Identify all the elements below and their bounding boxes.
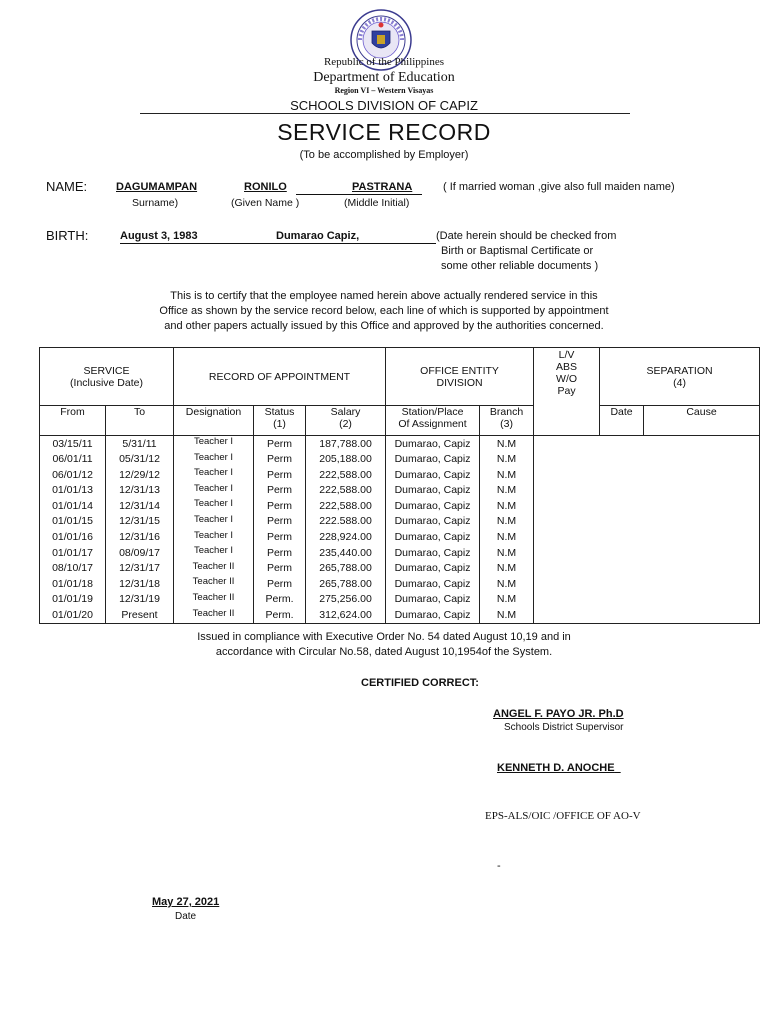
col-salary: Salary (2) — [306, 406, 386, 436]
cell-designation — [174, 483, 254, 499]
blank-separation-area — [534, 436, 760, 624]
cell-station: Dumarao, Capiz — [386, 483, 480, 499]
cell-station: Dumarao, Capiz — [386, 514, 480, 530]
col-branch: Branch (3) — [480, 406, 534, 436]
cell-designation — [174, 545, 254, 561]
designation-text: Teacher II — [192, 560, 235, 572]
col-station: Station/Place Of Assignment — [386, 406, 480, 436]
cell-salary: 312,624.00 — [306, 608, 386, 624]
cell-designation — [174, 576, 254, 592]
cell-status: Perm — [254, 436, 306, 452]
birth-note-line3: some other reliable documents ) — [441, 260, 599, 272]
signatory2-name: KENNETH D. ANOCHE — [497, 762, 615, 774]
designation-text: Teacher I — [193, 467, 234, 479]
designation-text: Teacher I — [193, 436, 234, 447]
cell-station: Dumarao, Capiz — [386, 576, 480, 592]
cell-designation — [174, 514, 254, 530]
cell-status: Perm — [254, 561, 306, 577]
given-name-caption: (Given Name ) — [231, 197, 300, 209]
surname-caption: Surname) — [132, 197, 179, 209]
cell-branch: N.M — [480, 530, 534, 546]
cell-branch: N.M — [480, 452, 534, 468]
designation-text: Teacher I — [193, 482, 234, 494]
cell-station: Dumarao, Capiz — [386, 545, 480, 561]
birth-label: BIRTH: — [46, 228, 89, 243]
signatory1-name: ANGEL F. PAYO JR. Ph.D — [493, 708, 624, 720]
cell-salary: 222,588.00 — [306, 467, 386, 483]
cell-from: 01/01/15 — [40, 514, 106, 530]
designation-text: Teacher II — [192, 591, 235, 603]
cell-station: Dumarao, Capiz — [386, 467, 480, 483]
name-label: NAME: — [46, 179, 88, 194]
cell-to: 05/31/12 — [106, 452, 174, 468]
cell-from: 01/01/18 — [40, 576, 106, 592]
page-title: SERVICE RECORD — [277, 119, 491, 145]
cell-status: Perm. — [254, 592, 306, 608]
cell-status: Perm — [254, 498, 306, 514]
cell-branch: N.M — [480, 436, 534, 452]
cell-from: 08/10/17 — [40, 561, 106, 577]
cell-branch: N.M — [480, 545, 534, 561]
cell-status: Perm — [254, 576, 306, 592]
cell-station: Dumarao, Capiz — [386, 561, 480, 577]
certified-correct-label: CERTIFIED CORRECT: — [361, 677, 479, 689]
cell-status: Perm — [254, 483, 306, 499]
cell-station: Dumarao, Capiz — [386, 530, 480, 546]
signatory1-title: Schools District Supervisor — [504, 722, 624, 733]
service-record-table — [39, 347, 760, 624]
cell-from: 03/15/11 — [40, 436, 106, 452]
division-line: SCHOOLS DIVISION OF CAPIZ — [290, 98, 478, 113]
designation-text: Teacher I — [193, 545, 234, 557]
designation-text: Teacher I — [193, 498, 234, 510]
designation-text: Teacher I — [193, 529, 234, 541]
cell-status: Perm — [254, 452, 306, 468]
table-row — [40, 436, 760, 452]
given-name-value: RONILO — [244, 181, 287, 193]
cell-from: 06/01/11 — [40, 452, 106, 468]
cell-salary: 275,256.00 — [306, 592, 386, 608]
cell-to: 12/31/19 — [106, 592, 174, 608]
middle-name-value: PASTRANA — [352, 181, 413, 193]
cell-to: 12/31/15 — [106, 514, 174, 530]
cell-salary: 265,788.00 — [306, 576, 386, 592]
certification-line2: Office as shown by the service record below, each line of which is supported by appointment — [159, 305, 609, 317]
cell-to: 08/09/17 — [106, 545, 174, 561]
cell-branch: N.M — [480, 561, 534, 577]
col-to: To — [106, 406, 174, 436]
cell-designation — [174, 608, 254, 624]
cell-status: Perm. — [254, 608, 306, 624]
cell-status: Perm — [254, 545, 306, 561]
cell-branch: N.M — [480, 608, 534, 624]
cell-from: 06/01/12 — [40, 467, 106, 483]
service-record-rows — [40, 436, 760, 624]
cell-station: Dumarao, Capiz — [386, 498, 480, 514]
lv-abs-header: L/V ABS W/O Pay — [534, 348, 600, 436]
office-designation-line: EPS-ALS/OIC /OFFICE OF AO-V — [485, 810, 641, 822]
cell-designation — [174, 592, 254, 608]
issue-date-value: May 27, 2021 — [152, 896, 220, 908]
birth-date-value: August 3, 1983 — [120, 230, 198, 242]
cell-to: 12/31/17 — [106, 561, 174, 577]
region-line: Region VI – Western Visayas — [334, 86, 434, 95]
cell-salary: 222.588.00 — [306, 514, 386, 530]
issued-compliance-text — [0, 630, 768, 660]
cell-branch: N.M — [480, 576, 534, 592]
cell-from: 01/01/19 — [40, 592, 106, 608]
col-date: Date — [600, 406, 644, 436]
page-subtitle: (To be accomplished by Employer) — [299, 149, 469, 161]
cell-salary: 222,588.00 — [306, 483, 386, 499]
cell-to: Present — [106, 608, 174, 624]
birth-note-line1: (Date herein should be checked from — [436, 230, 617, 242]
issued-line1: Issued in compliance with Executive Order No. 54 dated August 10,19 and in — [197, 631, 571, 643]
record-of-appointment-header: RECORD OF APPOINTMENT — [174, 348, 386, 406]
header-divider — [140, 113, 630, 114]
cell-salary: 235,440.00 — [306, 545, 386, 561]
cell-status: Perm — [254, 467, 306, 483]
cell-status: Perm — [254, 514, 306, 530]
cell-from: 01/01/16 — [40, 530, 106, 546]
designation-text: Teacher I — [193, 513, 234, 525]
cell-to: 12/31/14 — [106, 498, 174, 514]
cell-salary: 187,788.00 — [306, 436, 386, 452]
cell-designation — [174, 452, 254, 468]
col-designation: Designation — [174, 406, 254, 436]
cell-to: 12/31/18 — [106, 576, 174, 592]
cell-branch: N.M — [480, 514, 534, 530]
cell-status: Perm — [254, 530, 306, 546]
cell-from: 01/01/14 — [40, 498, 106, 514]
issued-line2: accordance with Circular No.58, dated August 10,1954of the System. — [215, 646, 553, 658]
issue-date-label: Date — [175, 911, 197, 922]
designation-text: Teacher II — [192, 576, 235, 588]
cell-designation — [174, 498, 254, 514]
middle-initial-caption: (Middle Initial) — [344, 197, 410, 209]
cell-salary: 205,188.00 — [306, 452, 386, 468]
office-entity-header: OFFICE ENTITY DIVISION — [386, 348, 534, 406]
cell-salary: 265,788.00 — [306, 561, 386, 577]
cell-to: 5/31/11 — [106, 436, 174, 452]
cell-branch: N.M — [480, 498, 534, 514]
birth-place-value: Dumarao Capiz, — [276, 230, 360, 242]
cell-designation — [174, 530, 254, 546]
certification-line3: and other papers actually issued by this Office and approved by the authorities concerned. — [164, 320, 604, 332]
cell-to: 12/31/13 — [106, 483, 174, 499]
service-header: SERVICE (Inclusive Date) — [40, 348, 174, 406]
republic-line: Republic of the Philippines — [323, 56, 445, 68]
certification-paragraph — [96, 289, 672, 334]
cell-designation — [174, 436, 254, 452]
cell-from: 01/01/13 — [40, 483, 106, 499]
cell-to: 12/29/12 — [106, 467, 174, 483]
col-status: Status (1) — [254, 406, 306, 436]
designation-text: Teacher I — [193, 451, 234, 463]
cell-station: Dumarao, Capiz — [386, 436, 480, 452]
cell-designation — [174, 561, 254, 577]
cell-designation — [174, 467, 254, 483]
cell-branch: N.M — [480, 467, 534, 483]
birth-note-line2: Birth or Baptismal Certificate or — [441, 245, 594, 257]
cell-station: Dumarao, Capiz — [386, 592, 480, 608]
cell-salary: 228,924.00 — [306, 530, 386, 546]
cell-salary: 222,588.00 — [306, 498, 386, 514]
separation-header: SEPARATION (4) — [600, 348, 760, 406]
certification-line1: This is to certify that the employee named herein above actually rendered service in this — [170, 290, 598, 302]
cell-branch: N.M — [480, 483, 534, 499]
col-from: From — [40, 406, 106, 436]
married-woman-note: ( If married woman ,give also full maiden name) — [443, 181, 675, 193]
surname-value: DAGUMAMPAN — [116, 181, 198, 193]
cell-branch: N.M — [480, 592, 534, 608]
cell-station: Dumarao, Capiz — [386, 452, 480, 468]
designation-text: Teacher II — [192, 607, 235, 619]
department-line: Department of Education — [313, 70, 455, 85]
dash-mark: - — [497, 860, 501, 872]
cell-to: 12/31/16 — [106, 530, 174, 546]
cell-from: 01/01/17 — [40, 545, 106, 561]
cell-station: Dumarao, Capiz — [386, 608, 480, 624]
cell-from: 01/01/20 — [40, 608, 106, 624]
col-cause: Cause — [644, 406, 760, 436]
